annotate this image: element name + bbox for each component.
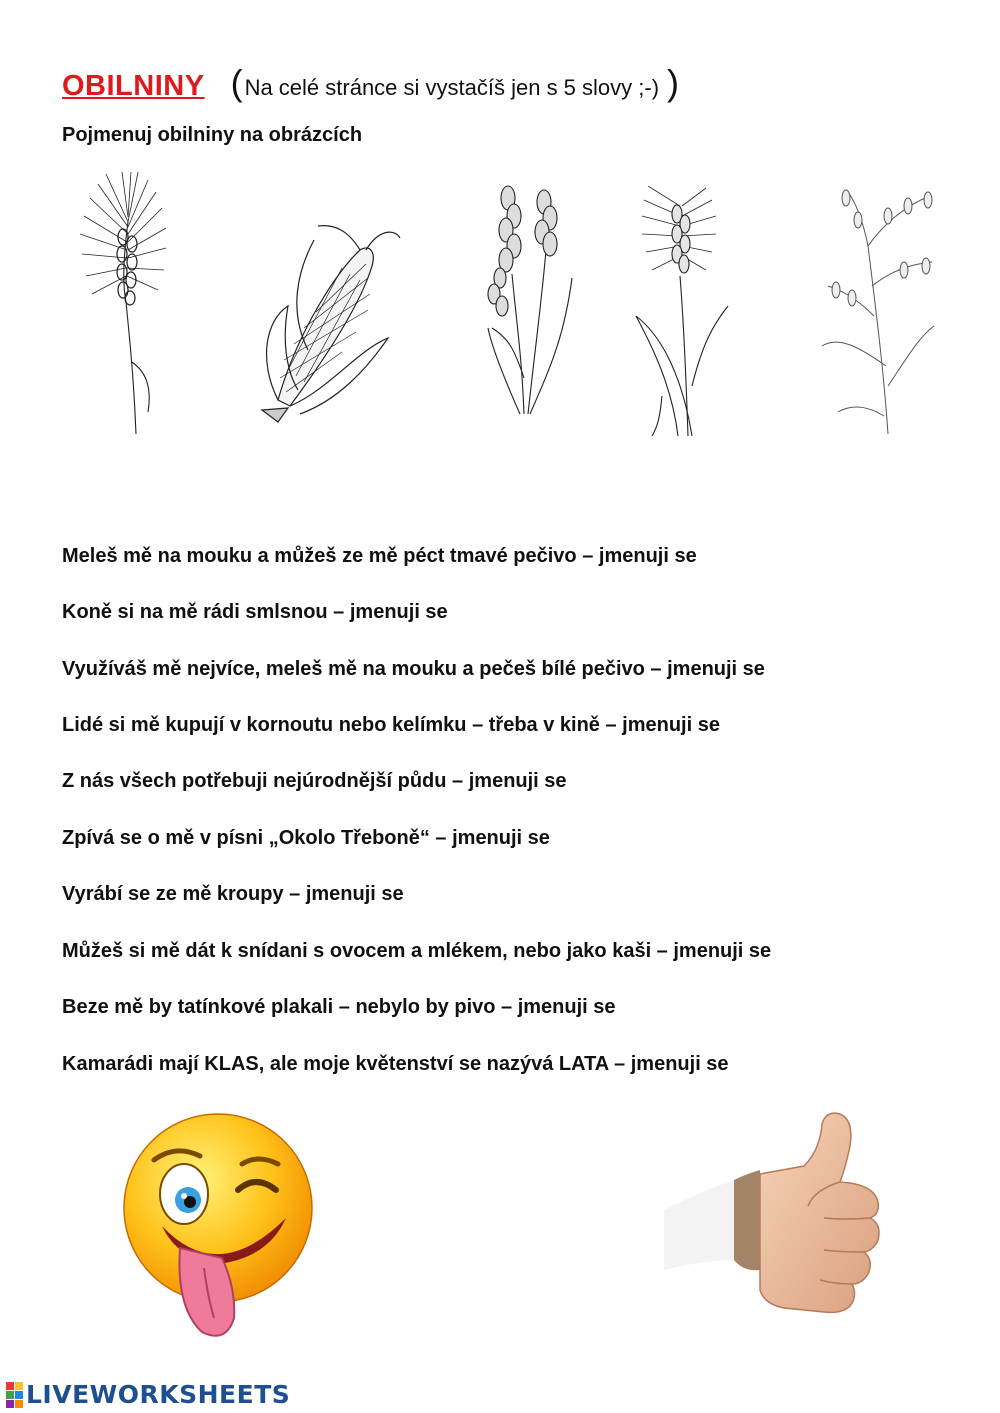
winking-emoji-icon bbox=[118, 1108, 328, 1348]
title-line bbox=[62, 62, 679, 104]
rye-icon bbox=[632, 186, 730, 442]
corn-icon bbox=[238, 210, 404, 426]
sentence-7: Vyrábí se ze mě kroupy – jmenuji se bbox=[62, 883, 404, 905]
instruction-text: Pojmenuj obilniny na obrázcích bbox=[62, 124, 363, 146]
sentence-9: Beze mě by tatínkové plakali – nebylo by pivo – jmenuji se bbox=[62, 996, 616, 1018]
liveworksheets-logo bbox=[6, 1380, 290, 1409]
sentence-3: Využíváš mě nejvíce, meleš mě na mouku a pečeš bílé pečivo – jmenuji se bbox=[62, 658, 765, 680]
page-title: OBILNINY bbox=[62, 70, 205, 102]
sentence-8: Můžeš si mě dát k snídani s ovocem a mlékem, nebo jako kaši – jmenuji se bbox=[62, 940, 772, 962]
oat-icon bbox=[808, 186, 938, 438]
wheat-icon bbox=[484, 178, 578, 418]
sentence-4: Lidé si mě kupují v kornoutu nebo kelímku – třeba v kině – jmenuji se bbox=[62, 714, 720, 736]
sentence-6: Zpívá se o mě v písni „Okolo Třeboně“ – jmenuji se bbox=[62, 827, 550, 849]
brand-name: LIVEWORKSHEETS bbox=[26, 1380, 291, 1409]
open-paren: ( bbox=[230, 62, 243, 103]
thumbs-up-icon bbox=[664, 1110, 896, 1346]
barley-icon bbox=[76, 172, 172, 438]
sentence-5: Z nás všech potřebuji nejúrodnější půdu – jmenuji se bbox=[62, 770, 567, 792]
page-subtitle: Na celé stránce si vystačíš jen s 5 slovy ;-) bbox=[244, 75, 660, 100]
close-paren: ) bbox=[667, 62, 680, 103]
sentence-2: Koně si na mě rádi smlsnou – jmenuji se bbox=[62, 601, 448, 623]
logo-mark-icon bbox=[6, 1382, 23, 1408]
sentence-10: Kamarádi mají KLAS, ale moje květenství se nazývá LATA – jmenuji se bbox=[62, 1053, 729, 1075]
sentence-1: Meleš mě na mouku a můžeš ze mě péct tmavé pečivo – jmenuji se bbox=[62, 545, 697, 567]
